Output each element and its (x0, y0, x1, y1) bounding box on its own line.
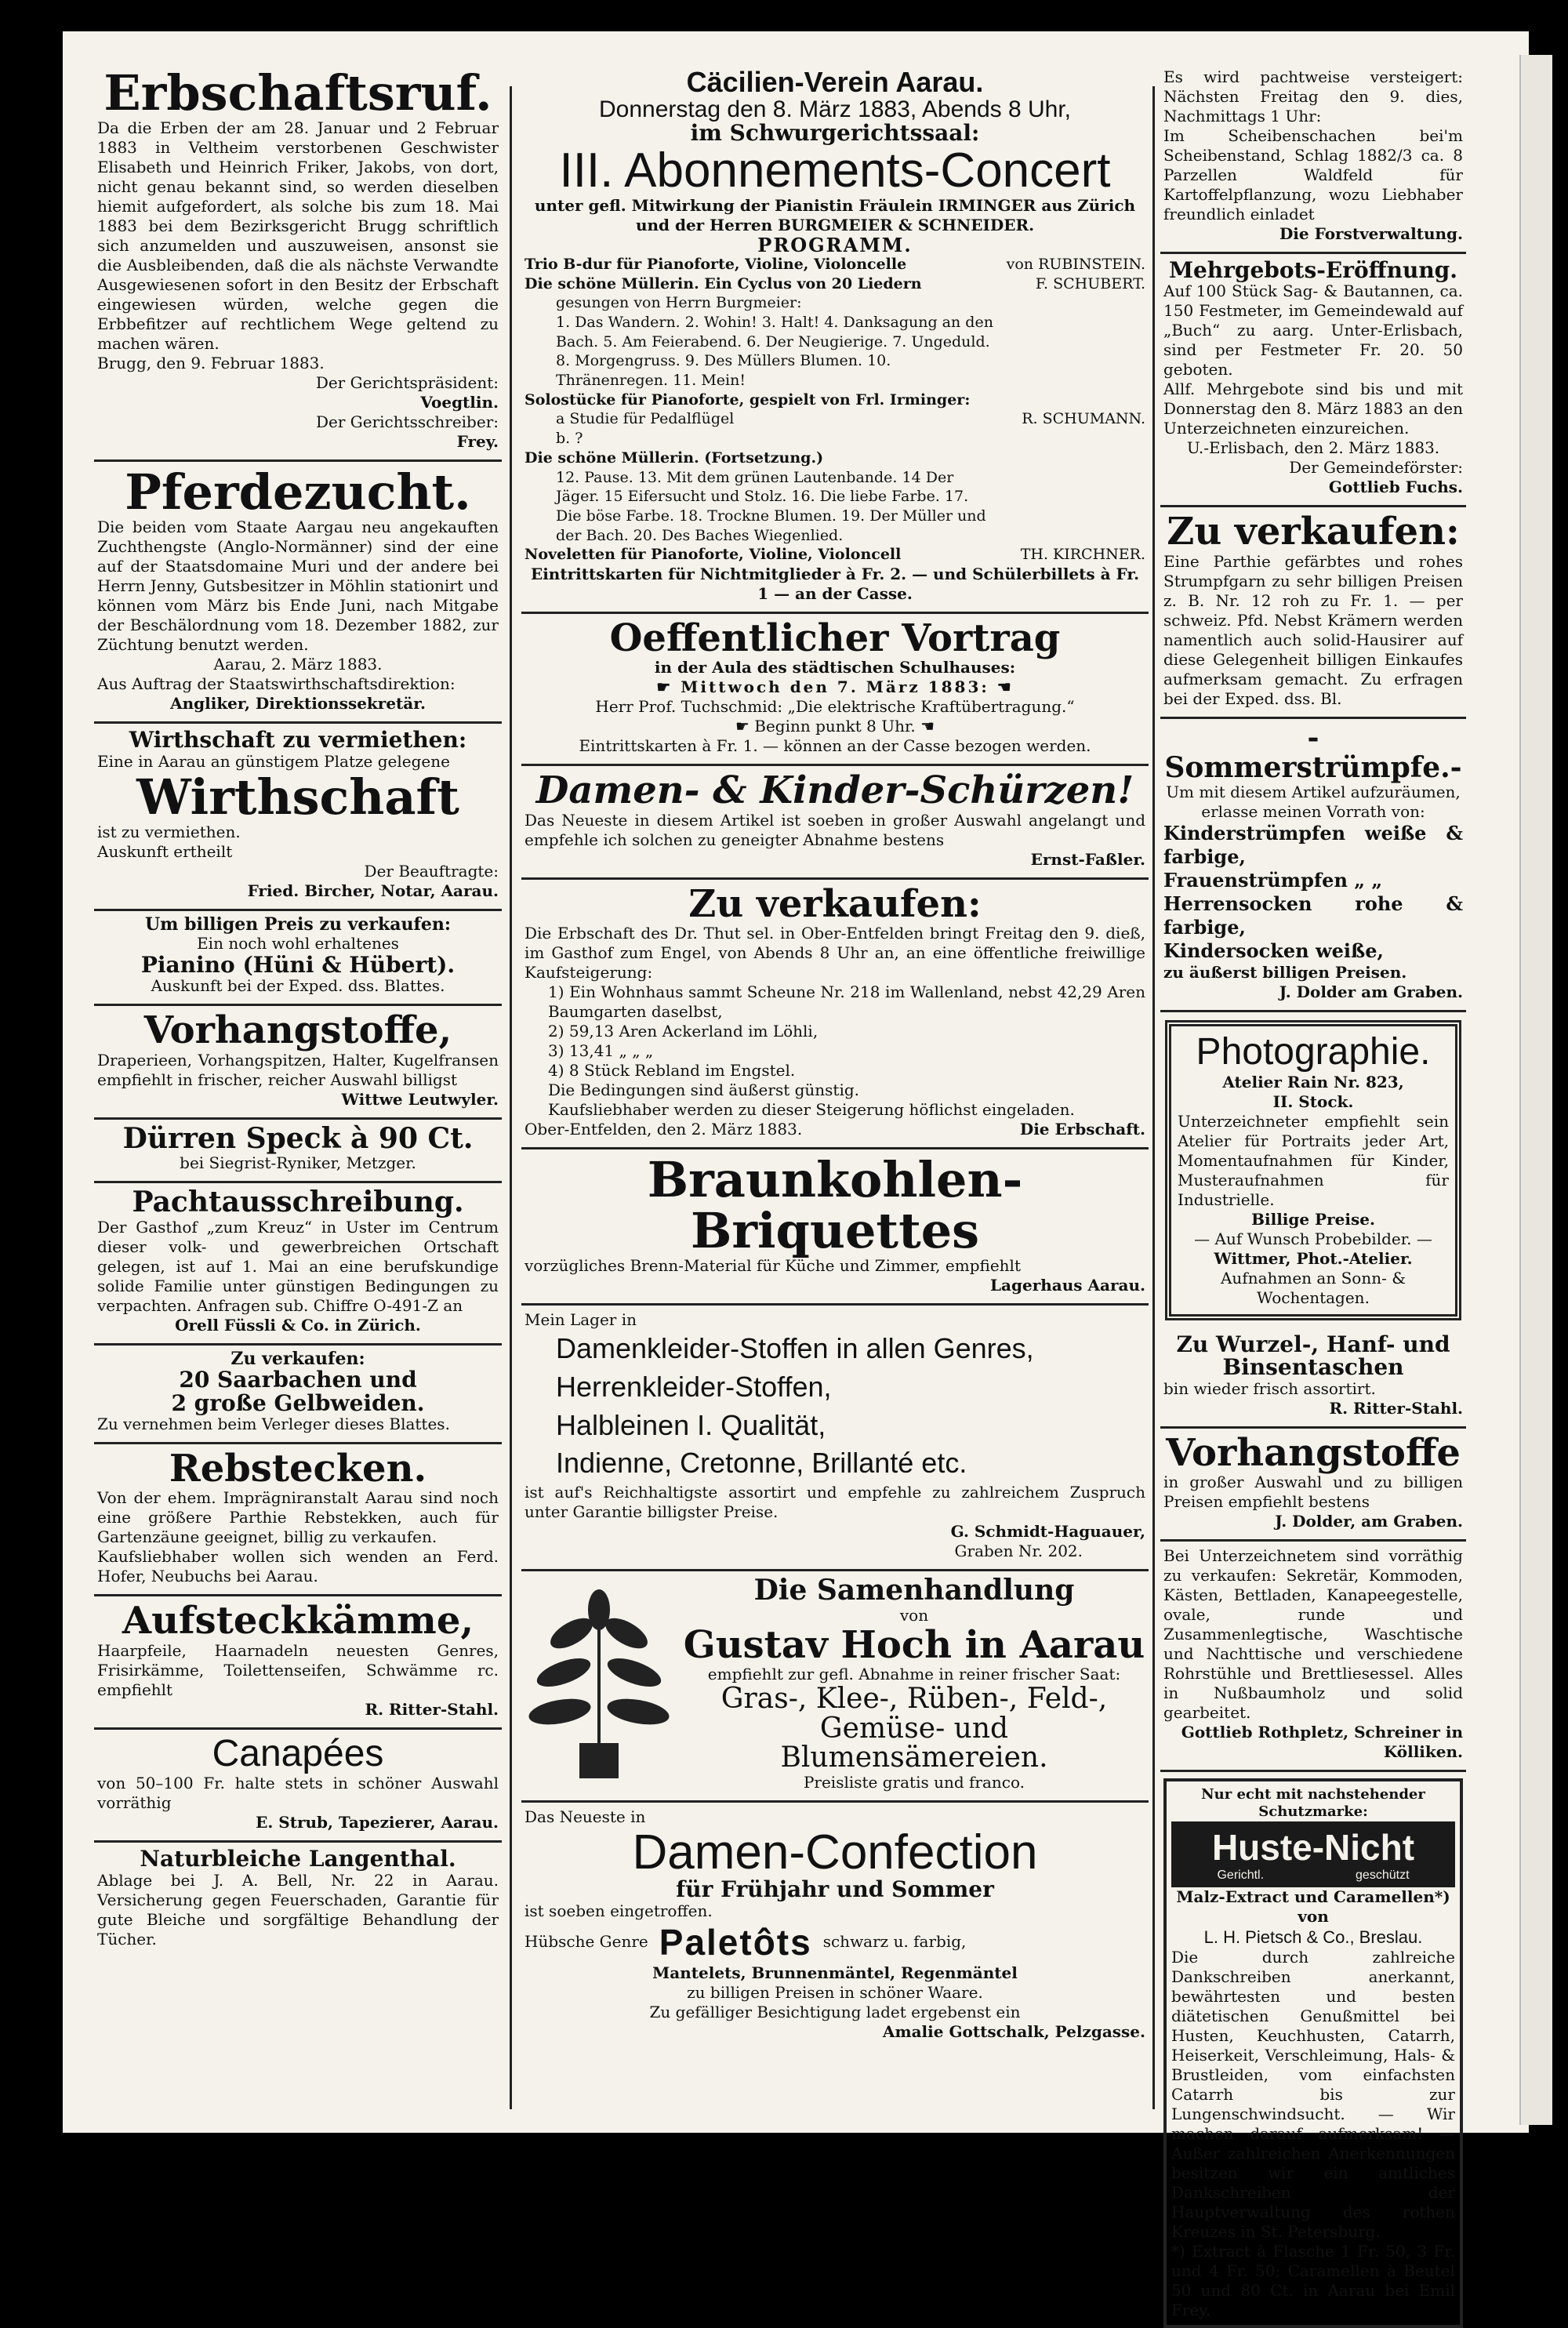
ad-subheading: Atelier Rain Nr. 823, (1222, 1072, 1404, 1091)
ad-signature: J. Dolder am Graben. (1279, 982, 1463, 1002)
ad-line: Kindersocken weiße, (1163, 939, 1384, 963)
ad-intro: Das Neueste in (524, 1807, 646, 1827)
ad-title: Zu verkaufen: (688, 881, 982, 926)
column-middle (521, 63, 1149, 2109)
ad-pferdezucht (94, 462, 502, 724)
trademark (1171, 1821, 1455, 1887)
ad-tickets: Eintrittskarten à Fr. 1. — können an der Casse bezogen werden. (579, 736, 1091, 756)
ad-body: Kaufsliebhaber werden zu dieser Steigerung höflichst eingeladen. (548, 1100, 1075, 1120)
ad-item: 4) 8 Stück Rebland im Engstel. (548, 1061, 796, 1080)
ad-von: von (899, 1605, 929, 1625)
ad-body: ist soeben eingetroffen. (524, 1901, 713, 1920)
ad-paletots: Paletôts (659, 1921, 812, 1963)
ad-thut (521, 880, 1149, 1149)
ad-signature-label: Der Gerichtspräsident: (315, 373, 499, 393)
ad-date: ☛ Mittwoch den 7. März 1883: ☚ (656, 677, 1014, 697)
ad-body: Draperieen, Vorhangspitzen, Halter, Kugelfransen empfiehlt in frischer, reicher Auswahl billigst (97, 1050, 499, 1089)
ad-title: Dürren Speck à 90 Ct. (122, 1121, 474, 1155)
ad-title: Rebstecken. (169, 1447, 427, 1491)
ad-pacht (94, 1183, 502, 1346)
program-item: b. ? (556, 430, 583, 448)
program-note: gesungen von Herrn Burgmeier: (556, 294, 802, 312)
ad-footer: *) Extract à Flasche 1 Fr. 50, 3 Fr. und 4 Fr. 50; Caramellen à Beutel 50 und 80 Ct. in Aarau bei Emil Frey. (1171, 2242, 1455, 2320)
ad-body: ist zu vermiethen. (97, 822, 241, 841)
ad-line: Mantelets, Brunnenmäntel, Regenmäntel (652, 1963, 1018, 1982)
ad-title: Damen-Confection (632, 1825, 1038, 1880)
program-title: PROGRAMM. (757, 233, 913, 256)
program-item: Noveletten für Pianoforte, Violine, Violoncell TH. KIRCHNER. (524, 546, 1145, 564)
ad-line: Kinderstrümpfen weiße & farbige, (1163, 822, 1463, 869)
ad-title: Aufsteckkämme, (122, 1599, 474, 1643)
program-item: Trio B-dur für Pianoforte, Violine, Violoncelle von RUBINSTEIN. (524, 255, 1145, 273)
program-item: Die schöne Müllerin. (Fortsetzung.) (524, 449, 824, 467)
ad-heading: Wirthschaft zu vermiethen: (129, 727, 467, 754)
ad-title: Zu verkaufen: (1167, 510, 1460, 554)
ad-signature-label: Der Gemeindeförster: (1289, 458, 1463, 478)
ad-body: Haarpfeile, Haarnadeln neuesten Genres, Frisirkämme, Toilettenseifen, Schwämme rc. empfiehlt (97, 1640, 499, 1699)
ad-signature: Lagerhaus Aarau. (989, 1276, 1145, 1295)
ad-bleiche (94, 1843, 502, 1956)
ad-vortrag (521, 614, 1149, 766)
trademark-title: Huste-Nicht (1211, 1826, 1415, 1868)
ad-body: vorzügliches Brenn-Material für Küche und Zimmer, empfiehlt (524, 1256, 1021, 1276)
ad-body: Kaufsliebhaber wollen sich wenden an Ferd. Hofer, Neubuchs bei Aarau. (97, 1547, 499, 1586)
ad-organizer: Cäcilien-Verein Aarau. (686, 66, 984, 98)
ad-subheading: Malz-Extract und Caramellen*) von (1176, 1887, 1450, 1926)
ad-title: Oeffentlicher Vortrag (609, 616, 1061, 660)
ad-text: Hübsche Genre (524, 1932, 648, 1952)
ad-signature: Ernst-Faßler. (1030, 849, 1145, 869)
ad-line: Zu gefälliger Besichtigung ladet ergebenst ein (649, 2002, 1021, 2021)
ad-wurzel (1160, 1328, 1466, 1429)
ad-footer: Preisliste gratis und franco. (803, 1773, 1025, 1792)
ad-garn (1160, 507, 1466, 718)
ad-huste-nicht (1163, 1778, 1463, 2328)
ad-body: Die beiden vom Staate Aargau neu angekauften Zuchthengste (Anglo-Normänner) sind der eine auf der Staatsdomaine Muri und der andere bei Herrn Jenny, Gutsbesitzer in Möhlin stationirt und können vom März bis Ende Juni, nach Mitgabe der Beschälordnung vom 18. Dezember 1882, zur Züchtung benutzt werden. (97, 518, 499, 655)
ad-title: Pachtausschreibung. (132, 1186, 464, 1219)
ad-line: Halbleinen I. Qualität, (556, 1408, 826, 1441)
ad-pianino (94, 911, 502, 1006)
ad-signature: Fried. Bircher, Notar, Aarau. (247, 881, 499, 900)
ad-title: 20 Saarbachen und (179, 1367, 417, 1393)
ad-date: Ober-Entfelden, den 2. März 1883. (524, 1120, 803, 1139)
program (524, 255, 1145, 565)
ad-date: Brugg, den 9. Februar 1883. (97, 354, 325, 373)
ad-title: Braunkohlen-Briquettes (647, 1151, 1023, 1260)
ad-heading: Die Samenhandlung (753, 1573, 1075, 1607)
ad-body: Da die Erben der am 28. Januar und 2 Februar 1883 in Veltheim verstorbenen Geschwister Elisabeth und Heinrich Friker, Jakobs, von dort, nicht genau bekannt sind, so werden dieselben hiemit aufgefordert, als solche bis zum 18. Mai 1883 bei dem Bezirksgericht Brugg schriftlich sich anzumelden und auszuweisen, ansonst sie die Ausbleibenden, daß die als nächste Verwandte Ausgewiesenen sofort in den Besitz der Erbschaft eingewiesen würden, welche gegen die Erbbefitzer auf rechtlichem Wege geltend zu machen wären. (97, 118, 499, 354)
ad-signature: Amalie Gottschalk, Pelzgasse. (882, 2021, 1145, 2041)
ad-signature-label: Aus Auftrag der Staatswirthschaftsdirektion: (97, 674, 456, 694)
ad-body: in großer Auswahl und zu billigen Preisen empfiehlt bestens (1163, 1472, 1463, 1511)
ad-title: Naturbleiche Langenthal. (140, 1846, 456, 1872)
ad-body: Die durch zahlreiche Dankschreiben anerkannt, bewährtesten und besten diätetischen Genußmittel bei Husten, Keuchhusten, Catarrh, Heiserkeit, Verschleimung, Hals- & Brustleiden, vom einfachsten Catarrh bis zur Lungenschwindsucht. — Wir machen darauf aufmerksam! — Außer zahlreichen Anerkennungen besitzen wir ein amtliches Dankschreiben der Hauptverwaltung des rothen Kreuzes in St. Petersburg. (1171, 1948, 1455, 2242)
ad-text: schwarz u. farbig, (822, 1932, 967, 1952)
ad-mehrgebot (1160, 254, 1466, 507)
ad-concert (521, 63, 1149, 614)
ad-signature: Frey. (456, 432, 499, 452)
ad-moebel (1160, 1542, 1466, 1772)
ad-schuerzen (521, 766, 1149, 879)
ad-line: zu billigen Preisen in schöner Waare. (687, 1982, 983, 2002)
ad-body: Zu vernehmen beim Verleger dieses Blattes. (97, 1415, 450, 1434)
ad-tickets: Eintrittskarten für Nichtmitglieder à Fr. 2. — und Schülerbillets à Fr. 1 — an der Casse. (530, 564, 1140, 603)
ad-body: Ablage bei J. A. Bell, Nr. 22 in Aarau. Versicherung gegen Feuerschaden, Garantie für gute Bleiche und sorgfältige Behandlung der Tücher. (97, 1870, 499, 1948)
ad-signature: G. Schmidt-Haguauer, (950, 1521, 1145, 1541)
ad-stoffe (521, 1306, 1149, 1571)
ad-maker: L. H. Pietsch & Co., Breslau. (1203, 1927, 1423, 1947)
ad-body: Um mit diesem Artikel aufzuräumen, erlasse meinen Vorrath von: (1166, 783, 1461, 822)
ad-body: Unterzeichneter empfiehlt sein Atelier für Portraits jeder Art, Momentaufnahmen für Kinder, Musteraufnahmen für Industrielle. (1178, 1111, 1449, 1209)
ad-date: Aarau, 2. März 1883. (213, 655, 383, 674)
ad-item: 3) 13,41 „ „ „ (548, 1041, 654, 1061)
ad-line: Gras-, Klee-, Rüben-, Feld-, (720, 1682, 1108, 1715)
ad-subheading: empfiehlt zur gefl. Abnahme in reiner frischer Saat: (707, 1664, 1121, 1683)
column-right (1160, 63, 1466, 2320)
ad-forst (1160, 63, 1466, 254)
ad-confection (521, 1803, 1149, 2049)
ad-heading: Nur echt mit nachstehender Schutzmarke: (1201, 1785, 1425, 1821)
ad-canapees (94, 1730, 502, 1843)
ad-signature: Gottlieb Fuchs. (1328, 478, 1463, 497)
ad-subheading: Eine in Aarau an günstigem Platze gelegene (97, 751, 450, 771)
ad-subheading: für Frühjahr und Sommer (676, 1876, 994, 1903)
ad-struempfe (1160, 719, 1466, 1013)
ad-samen (521, 1571, 1149, 1803)
ad-address: Graben Nr. 202. (954, 1541, 1083, 1560)
ad-signature: Wittmer, Phot.-Atelier. (1214, 1248, 1413, 1268)
ad-body: Die Bedingungen sind äußerst günstig. (548, 1080, 860, 1100)
ad-title: Zu Wurzel-, Hanf- und Binsentaschen (1176, 1331, 1450, 1381)
ad-body: Es wird pachtweise versteigert: Nächsten Freitag den 9. dies, Nachmittags 1 Uhr: (1163, 67, 1463, 125)
ad-subheading: II. Stock. (1272, 1091, 1354, 1111)
ad-signature: Gottlieb Rothpletz, Schreiner in Kölliken. (1181, 1722, 1463, 1761)
ad-signature: Voegtlin. (420, 393, 499, 412)
ad-subheading: unter gefl. Mitwirkung der Pianistin Fräulein IRMINGER aus Zürich und der Herren BURGMEIER & SCHNEIDER. (534, 195, 1136, 234)
ad-wirthschaft (94, 724, 502, 910)
ad-body: Bei Unterzeichnetem sind vorräthig zu verkaufen: Sekretär, Kommoden, Kästen, Bettladen, Kanapeegestelle, ovale, runde und Zusammenlegtische, Waschtische und Nachttische und verschiedene Rohrstühle und Brettliesessel. Alles in Nußbaumholz und solid gearbeitet. (1163, 1545, 1463, 1722)
ad-price: Billige Preise. (1251, 1209, 1375, 1229)
ad-line: Indienne, Cretonne, Brillanté etc. (556, 1447, 967, 1480)
ad-signature: Wittwe Leutwyler. (341, 1089, 499, 1109)
ad-topic: Herr Prof. Tuchschmid: „Die elektrische Kraftübertragung.“ (595, 697, 1075, 717)
ad-title: III. Abonnements-Concert (559, 143, 1111, 198)
ad-time: ☛ Beginn punkt 8 Uhr. ☚ (735, 717, 935, 736)
ad-signature: E. Strub, Tapezierer, Aarau. (256, 1813, 499, 1832)
ad-intro: Mein Lager in (524, 1310, 637, 1330)
ad-vorhangstoffe (94, 1006, 502, 1119)
column-rule (510, 86, 512, 2109)
column-rule (1152, 86, 1155, 2109)
ad-body: Auf 100 Stück Sag- & Bautannen, ca. 150 Festmeter, im Gemeindewald auf „Buch“ zu aarg. Unter-Erlisbach, sind per Festmeter Fr. 20. 50 geboten. (1163, 281, 1463, 380)
ad-title: Gustav Hoch in Aarau (683, 1622, 1145, 1667)
ad-date: Donnerstag den 8. März 1883, Abends 8 Uhr, (598, 96, 1072, 122)
ad-body: Die Erbschaft des Dr. Thut sel. in Ober-Entfelden bringt Freitag den 9. dieß, im Gasthof zum Engel, von Abends 8 Uhr an, an eine öffentliche freiwillige Kaufsteigerung: (524, 924, 1145, 982)
ad-subheading: Ein noch wohl erhaltenes (197, 933, 399, 953)
ad-signature: Angliker, Direktionssekretär. (170, 694, 426, 714)
ad-photographie (1165, 1020, 1461, 1320)
ad-heading: Zu verkaufen: (230, 1349, 365, 1370)
ad-place: im Schwurgerichtssaal: (690, 120, 980, 147)
column-left (94, 63, 502, 2109)
ad-body: Auskunft ertheilt (97, 841, 233, 861)
ad-title: Mehrgebots-Eröffnung. (1168, 257, 1458, 283)
ad-paletots-line (524, 1921, 1145, 1963)
ad-item: 2) 59,13 Aren Ackerland im Löhli, (548, 1022, 818, 1041)
ad-line: Aufnahmen an Sonn- & Wochentagen. (1220, 1268, 1406, 1307)
trademark-caption: Gerichtl. geschützt (1217, 1868, 1410, 1882)
ad-body: von 50–100 Fr. halte stets in schöner Auswahl vorräthig (97, 1774, 499, 1813)
ad-title: -Sommerstrümpfe.- (1164, 721, 1462, 784)
ad-body: Auskunft bei der Exped. dss. Blattes. (151, 976, 445, 996)
ad-body: Allf. Mehrgebote sind bis und mit Donnerstag den 8. März 1883 an den Unterzeichneten einzureichen. (1163, 380, 1463, 438)
ad-body: Eine Parthie gefärbtes und rohes Strumpfgarn zu sehr billigen Preisen z. B. Nr. 12 roh zu Fr. 1. — per schweiz. Pfd. Nebst Krämern werden namentlich auch solid-Hausirer auf diese Gelegenheit billigen Einkaufes aufmerksam gemacht. Zu erfragen bei der Exped. dss. Bl. (1163, 551, 1463, 708)
ad-title: 2 große Gelbweiden. (171, 1389, 425, 1416)
ad-erbschaftsruf (94, 63, 502, 462)
ad-title: Damen- & Kinder-Schürzen! (535, 768, 1134, 813)
ad-saarbachen (94, 1346, 502, 1444)
ad-kaemme (94, 1596, 502, 1729)
ad-signature: Orell Füssli & Co. in Zürich. (175, 1316, 421, 1335)
program-songs: 1. Das Wandern. 2. Wohin! 3. Halt! 4. Danksagung an den Bach. 5. Am Feierabend. 6. Der Neugierige. 7. Ungeduld. 8. Morgengruss. 9. Des Müllers Blumen. 10. Thränenregen. 11. Mein! (556, 314, 993, 390)
ad-briquettes (521, 1149, 1149, 1306)
ad-vorhangstoffe-2 (1160, 1429, 1466, 1542)
ad-item: 1) Ein Wohnhaus sammt Scheune Nr. 218 im Wallenland, nebst 42,29 Aren Baumgarten daselbst, (548, 982, 1145, 1022)
ad-signature: R. Ritter-Stahl. (1329, 1398, 1463, 1418)
ad-title: Vorhangstoffe (1166, 1430, 1461, 1475)
ad-body: ist auf's Reichhaltigste assortirt und empfehle zu zahlreichem Zuspruch unter Garantie billigster Preise. (524, 1482, 1145, 1521)
ad-signature: J. Dolder, am Graben. (1275, 1511, 1463, 1531)
ad-body: Im Scheibenschachen bei'm Scheibenstand, Schlag 1882/3 ca. 8 Parzellen Waldfeld für Kartoffelpflanzung, wozu Liebhaber freundlich einladet (1163, 126, 1463, 223)
ad-subheading: in der Aula des städtischen Schulhauses: (654, 658, 1016, 677)
ad-line: Herrensocken rohe & farbige, (1163, 892, 1463, 939)
newspaper-page (63, 31, 1529, 2320)
ad-title: Vorhangstoffe, (143, 1008, 452, 1053)
ad-line: Frauenstrümpfen „ „ (1163, 869, 1383, 892)
program-item: Solostücke für Pianoforte, gespielt von Frl. Irminger: (524, 390, 971, 409)
program-item: a Studie für Pedalflügel R. SCHUMANN. (556, 410, 1145, 428)
ad-line: Gemüse- und Blumensämereien. (780, 1712, 1048, 1774)
ad-title: Photographie. (1196, 1031, 1431, 1073)
ad-title: Wirthschaft (136, 768, 459, 826)
program-item: Die schöne Müllerin. Ein Cyclus von 20 Liedern F. SCHUBERT. (524, 274, 1145, 292)
program-songs: 12. Pause. 13. Mit dem grünen Lautenbande. 14 Der Jäger. 15 Eifersucht und Stolz. 16. Die liebe Farbe. 17. Die böse Farbe. 18. Trockne Blumen. 19. Der Müller und der Bach. 20. Des Baches Wiegenlied. (556, 468, 986, 544)
ad-title: Canapées (212, 1732, 384, 1774)
ad-samen-text (683, 1573, 1145, 1793)
ad-signature: R. Ritter-Stahl. (365, 1699, 499, 1719)
plant-illustration (524, 1586, 673, 1782)
ad-signature: Die Forstverwaltung. (1279, 224, 1463, 243)
ad-body: bin wieder frisch assortirt. (1163, 1378, 1376, 1398)
ad-title: Pferdezucht. (125, 463, 471, 521)
ad-line: — Auf Wunsch Probebilder. — (1194, 1229, 1432, 1248)
ad-body: Der Gasthof „zum Kreuz“ in Uster im Centrum dieser volk- und gewerbreichen Ortschaft gelegen, ist auf 1. Mai an eine berufskundige solide Familie unter günstigen Bedingungen zu verpachten. Anfragen sub. Chiffre O-491-Z an (97, 1218, 499, 1316)
ad-signature: Die Erbschaft. (1019, 1120, 1145, 1139)
ad-body: Das Neueste in diesem Artikel ist soeben in großer Auswahl angelangt und empfehle ich solchen zu geneigter Abnahme bestens (524, 810, 1145, 849)
ad-line: Herrenkleider-Stoffen, (556, 1370, 832, 1403)
ad-rebstecken (94, 1444, 502, 1596)
ad-signature-label: Der Beauftragte: (364, 861, 499, 881)
ad-body: bei Siegrist-Ryniker, Metzger. (180, 1153, 416, 1173)
ad-line: Damenkleider-Stoffen in allen Genres, (556, 1332, 1034, 1365)
ad-date: U.-Erlisbach, den 2. März 1883. (1186, 438, 1440, 458)
ad-line: zu äußerst billigen Preisen. (1163, 963, 1407, 982)
ad-title: Pianino (Hüni & Hübert). (140, 951, 456, 978)
ad-heading: Um billigen Preis zu verkaufen: (144, 913, 452, 935)
ad-footer (524, 1120, 1145, 1139)
ad-title: Erbschaftsruf. (103, 64, 492, 122)
ad-body: Von der ehem. Imprägniranstalt Aarau sind noch eine größere Parthie Rebstekken, auch für Gartenzäune geeignet, billig zu verkaufen. (97, 1488, 499, 1547)
ad-signature-label: Der Gerichtsschreiber: (315, 412, 499, 432)
ad-speck (94, 1120, 502, 1184)
